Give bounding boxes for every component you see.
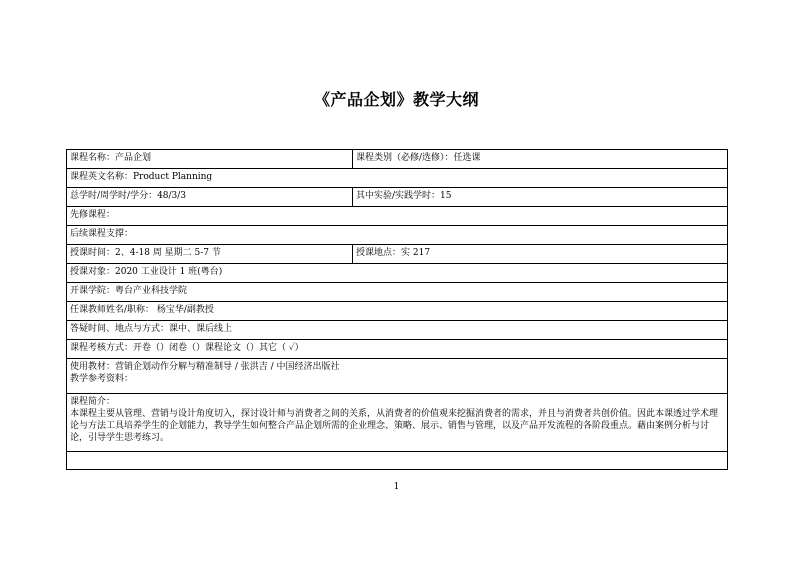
- references-text: 教学参考资料：: [70, 374, 134, 384]
- teacher-cell: 任课教师姓名/职称： 杨宝华/副教授: [67, 302, 728, 321]
- english-name-cell: 课程英文名称：Product Planning: [67, 169, 728, 188]
- table-row: [67, 226, 728, 245]
- qa-cell: 答疑时间、地点与方式：课中、课后线上: [67, 321, 728, 340]
- table-row: [67, 394, 728, 452]
- course-type-cell: 课程类别（必修/选修）：任选课: [353, 150, 728, 169]
- table-row: [67, 452, 728, 470]
- table-row: [67, 245, 728, 264]
- intro-text: 本课程主要从管理、营销与设计角度切入，探讨设计师与消费者之间的关系，从消费者的价值观来挖掘消费者的需求，并且与消费者共创价值。因此本课透过学术理论与方法工具培养学生的企划能力，教导学生如何整合产品企划所需的企业理念、策略、展示、销售与管理，以及产品开发流程的各阶段重点。藉由案例分析与讨论，引导学生思考练习。: [70, 409, 719, 443]
- table-row: [67, 188, 728, 207]
- syllabus-table: [66, 149, 728, 470]
- table-row: [67, 169, 728, 188]
- table-row: [67, 264, 728, 283]
- table-row: [67, 283, 728, 302]
- table-row: [67, 359, 728, 394]
- hours-cell: 总学时/周学时/学分：48/3/3: [67, 188, 353, 207]
- table-row: [67, 150, 728, 169]
- intro-cell: [67, 394, 728, 452]
- follow-up-cell: 后续课程支撑：: [67, 226, 728, 245]
- materials-cell: [67, 359, 728, 394]
- audience-cell: 授课对象：2020 工业设计 1 班(粤台): [67, 264, 728, 283]
- schedule-cell: 授课时间：2、4-18 周 星期二 5-7 节: [67, 245, 353, 264]
- textbook-text: 使用教材：营销企划动作分解与精准制导 / 张洪吉 / 中国经济出版社: [70, 362, 340, 372]
- prerequisite-cell: 先修课程：: [67, 207, 728, 226]
- college-cell: 开课学院：粤台产业科技学院: [67, 283, 728, 302]
- table-row: [67, 207, 728, 226]
- page-number: 1: [393, 482, 400, 492]
- table-row: [67, 302, 728, 321]
- table-row: [67, 340, 728, 359]
- blank-cell: [67, 452, 728, 470]
- location-cell: 授课地点：实 217: [353, 245, 728, 264]
- course-name-cell: 课程名称：产品企划: [67, 150, 353, 169]
- intro-label: 课程简介：: [70, 397, 116, 407]
- document-title: 《产品企划》教学大纲: [313, 90, 479, 109]
- assessment-cell: 课程考核方式：开卷（）闭卷（）课程论文（）其它（ ✓）: [67, 340, 728, 359]
- table-row: [67, 321, 728, 340]
- lab-hours-cell: 其中实验/实践学时：15: [353, 188, 728, 207]
